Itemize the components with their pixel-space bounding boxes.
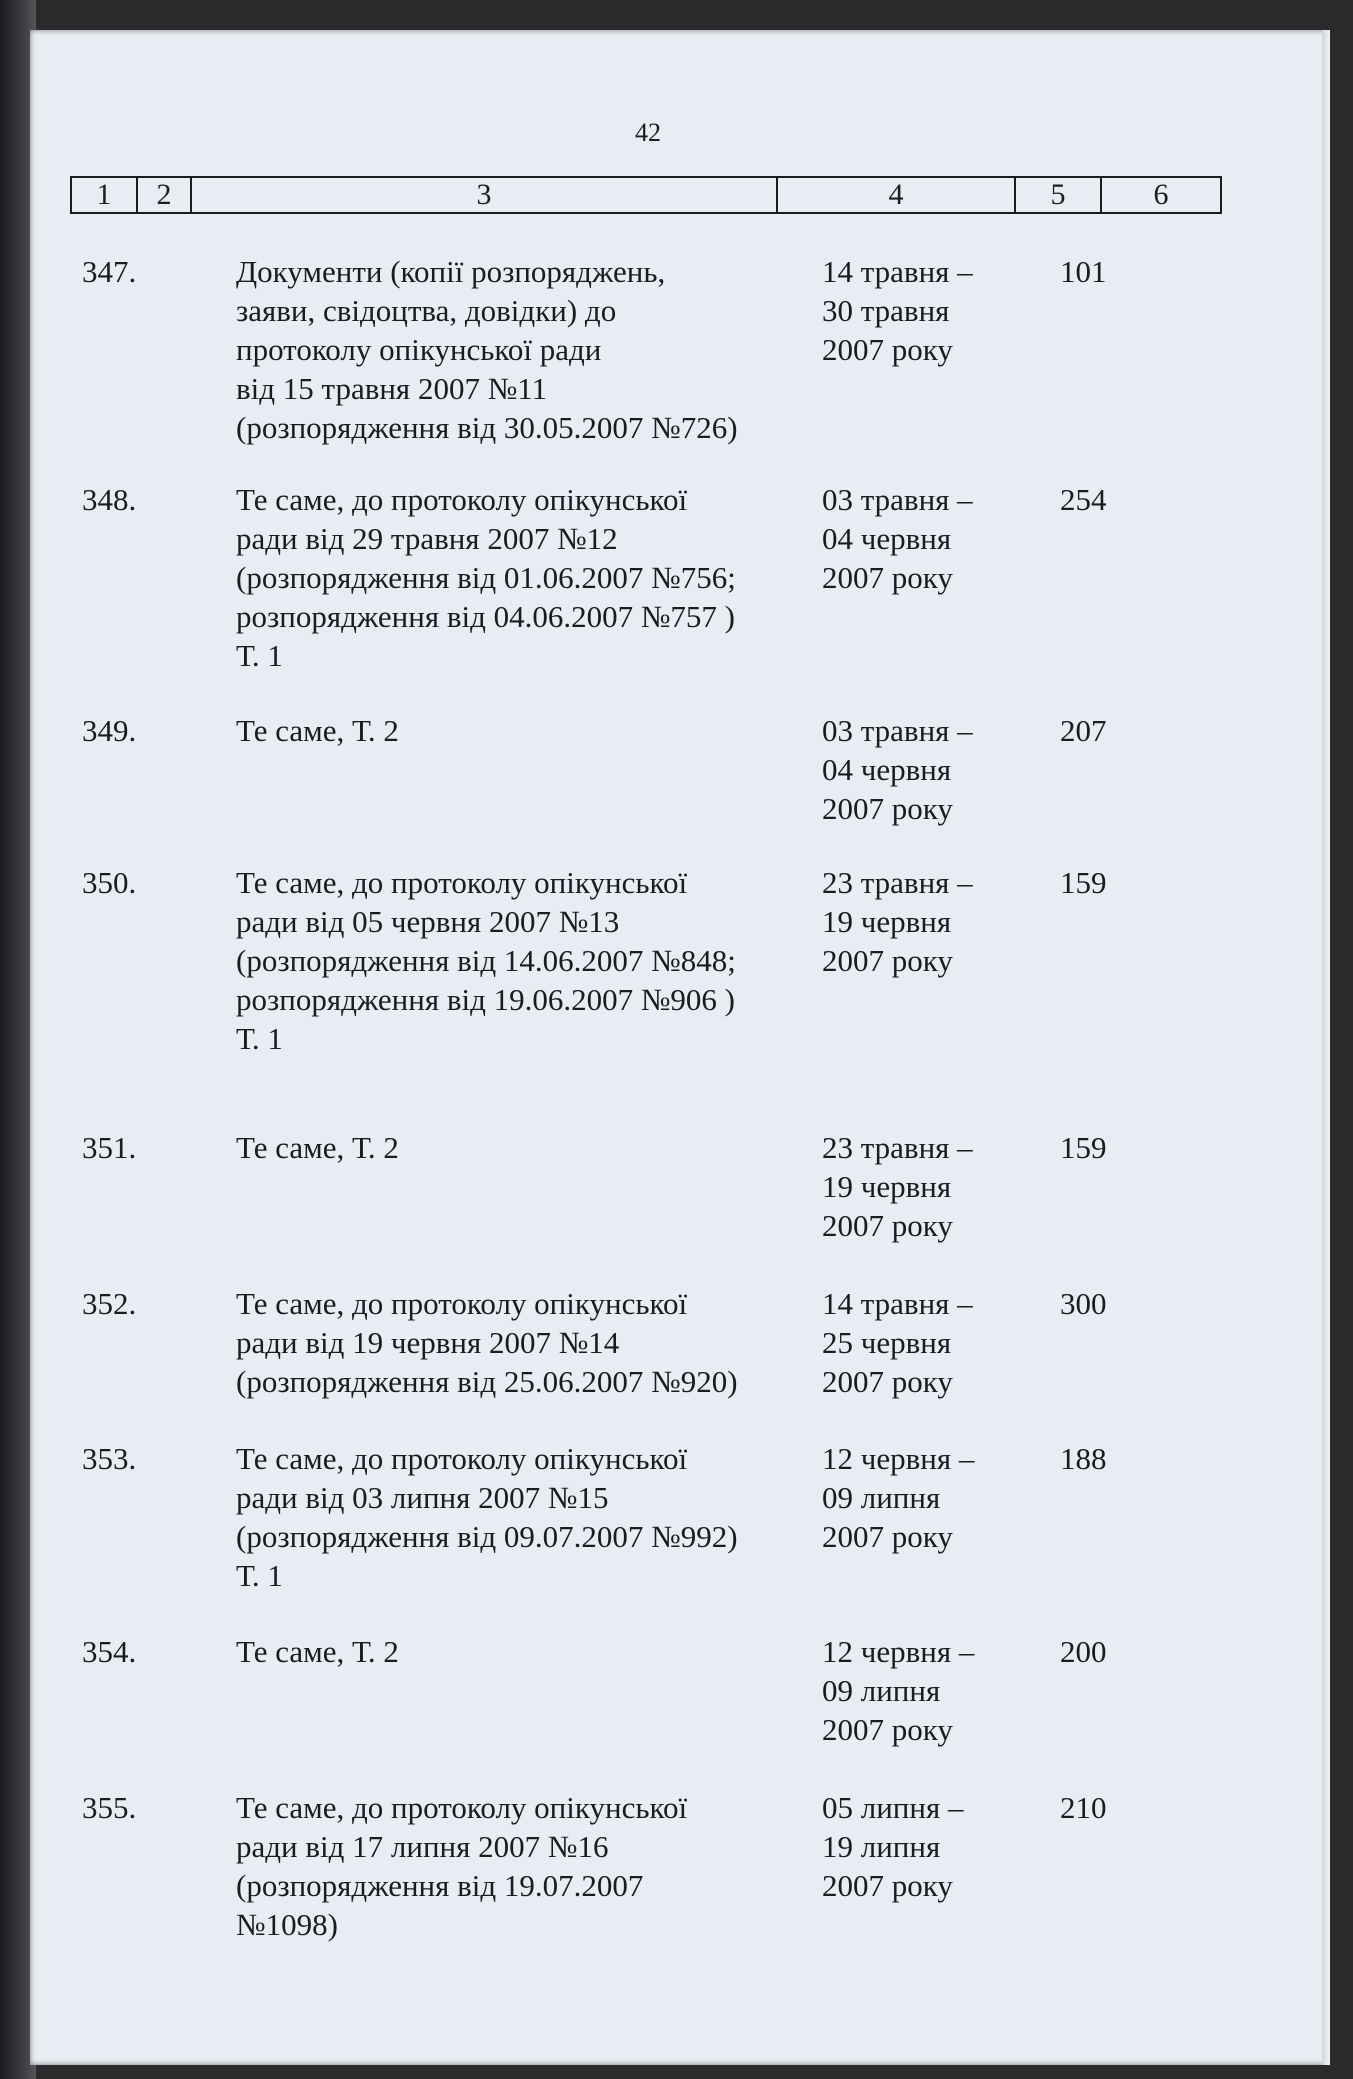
entry-description: [236, 1284, 836, 1401]
entry-description: [236, 863, 836, 1058]
entry-number: 350.: [82, 865, 137, 900]
entry-date-line: 19 червня: [822, 1169, 952, 1204]
entry-description-line: (розпорядження від 14.06.2007 №848;: [236, 943, 736, 978]
entry-description-line: розпорядження від 19.06.2007 №906 ): [236, 982, 735, 1017]
column-header-2: 2: [137, 177, 191, 213]
entry-description-line: Те саме, до протоколу опікунської: [236, 1286, 688, 1321]
entry-description: [236, 252, 836, 447]
entry-description-line: (розпорядження від 25.06.2007 №920): [236, 1364, 738, 1399]
column-header-6: 6: [1101, 177, 1221, 213]
entry-number: 353.: [82, 1441, 137, 1476]
entry-date-line: 12 червня –: [822, 1441, 975, 1476]
entry-description-line: ради від 19 червня 2007 №14: [236, 1325, 620, 1360]
entry-description-line: (розпорядження від 19.07.2007: [236, 1868, 644, 1903]
entry-dates: [822, 1439, 1022, 1556]
entry-date-line: 2007 року: [822, 1868, 953, 1903]
entry-description-line: заяви, свідоцтва, довідки) до: [236, 293, 617, 328]
entry-description-line: Т. 1: [236, 1558, 283, 1593]
entry-date-line: 25 червня: [822, 1325, 952, 1360]
column-header-4: 4: [777, 177, 1015, 213]
entry-description-line: ради від 17 липня 2007 №16: [236, 1829, 609, 1864]
entry-date-line: 23 травня –: [822, 1130, 973, 1165]
entry-date-line: 2007 року: [822, 791, 953, 826]
entry-description-line: Те саме, Т. 2: [236, 1130, 399, 1165]
entry-number: 347.: [82, 254, 137, 289]
entry-description: [236, 1128, 836, 1167]
entry-description-line: Т. 1: [236, 638, 283, 673]
entry-description-line: (розпорядження від 09.07.2007 №992): [236, 1519, 738, 1554]
entry-description: [236, 480, 836, 675]
entry-number: 349.: [82, 713, 137, 748]
document-page: [30, 30, 1330, 2065]
entry-description: [236, 711, 836, 750]
entry-description-line: Т. 1: [236, 1021, 283, 1056]
page-edge: [1322, 30, 1330, 2065]
entry-dates: [822, 480, 1022, 597]
entry-description-line: розпорядження від 04.06.2007 №757 ): [236, 599, 735, 634]
entry-date-line: 04 червня: [822, 752, 952, 787]
entry-dates: [822, 1128, 1022, 1245]
entry-description-line: Те саме, до протоколу опікунської: [236, 865, 688, 900]
entry-number: 355.: [82, 1790, 137, 1825]
column-header-table: [70, 176, 1222, 214]
entry-dates: [822, 252, 1022, 369]
entry-description-line: Те саме, до протоколу опікунської: [236, 482, 688, 517]
entry-sheet-count: 159: [1060, 1130, 1107, 1165]
entry-date-line: 04 червня: [822, 521, 952, 556]
entry-date-line: 05 липня –: [822, 1790, 964, 1825]
entry-description-line: Те саме, Т. 2: [236, 1634, 399, 1669]
entry-date-line: 2007 року: [822, 560, 953, 595]
entry-date-line: 2007 року: [822, 943, 953, 978]
entry-date-line: 2007 року: [822, 1208, 953, 1243]
entry-date-line: 2007 року: [822, 1712, 953, 1747]
entry-date-line: 14 травня –: [822, 254, 973, 289]
entry-number: 348.: [82, 482, 137, 517]
entry-description: [236, 1788, 836, 1944]
entry-dates: [822, 1284, 1022, 1401]
column-header-5: 5: [1015, 177, 1101, 213]
entry-dates: [822, 711, 1022, 828]
entry-description-line: Те саме, до протоколу опікунської: [236, 1441, 688, 1476]
entry-dates: [822, 1788, 1022, 1905]
entry-description-line: Те саме, Т. 2: [236, 713, 399, 748]
entry-date-line: 19 червня: [822, 904, 952, 939]
entry-description-line: Документи (копії розпоряджень,: [236, 254, 666, 289]
column-header-row: [71, 177, 1221, 213]
entry-description: [236, 1632, 836, 1671]
entry-date-line: 19 липня: [822, 1829, 941, 1864]
entry-date-line: 12 червня –: [822, 1634, 975, 1669]
entry-date-line: 09 липня: [822, 1480, 941, 1515]
entry-description-line: Те саме, до протоколу опікунської: [236, 1790, 688, 1825]
entry-description-line: (розпорядження від 01.06.2007 №756;: [236, 560, 736, 595]
entry-sheet-count: 101: [1060, 254, 1107, 289]
entry-sheet-count: 188: [1060, 1441, 1107, 1476]
entry-description-line: протоколу опікунської ради: [236, 332, 602, 367]
entry-number: 351.: [82, 1130, 137, 1165]
entry-description-line: (розпорядження від 30.05.2007 №726): [236, 410, 738, 445]
entry-sheet-count: 207: [1060, 713, 1107, 748]
entry-sheet-count: 210: [1060, 1790, 1107, 1825]
entry-description: [236, 1439, 836, 1595]
entry-sheet-count: 159: [1060, 865, 1107, 900]
entry-sheet-count: 254: [1060, 482, 1107, 517]
entry-date-line: 03 травня –: [822, 713, 973, 748]
entry-sheet-count: 300: [1060, 1286, 1107, 1321]
entry-number: 354.: [82, 1634, 137, 1669]
entry-date-line: 09 липня: [822, 1673, 941, 1708]
entry-dates: [822, 1632, 1022, 1749]
column-header-3: 3: [191, 177, 777, 213]
entry-date-line: 2007 року: [822, 1519, 953, 1554]
entry-date-line: 2007 року: [822, 1364, 953, 1399]
entry-date-line: 2007 року: [822, 332, 953, 367]
entry-date-line: 03 травня –: [822, 482, 973, 517]
entry-dates: [822, 863, 1022, 980]
entry-date-line: 23 травня –: [822, 865, 973, 900]
page-number: 42: [635, 118, 661, 147]
entry-sheet-count: 200: [1060, 1634, 1107, 1669]
entry-description-line: від 15 травня 2007 №11: [236, 371, 548, 406]
column-header-1: 1: [71, 177, 137, 213]
entry-description-line: №1098): [236, 1907, 338, 1942]
entry-description-line: ради від 29 травня 2007 №12: [236, 521, 618, 556]
entry-date-line: 14 травня –: [822, 1286, 973, 1321]
entry-number: 352.: [82, 1286, 137, 1321]
entry-description-line: ради від 05 червня 2007 №13: [236, 904, 620, 939]
entry-date-line: 30 травня: [822, 293, 950, 328]
entry-description-line: ради від 03 липня 2007 №15: [236, 1480, 609, 1515]
